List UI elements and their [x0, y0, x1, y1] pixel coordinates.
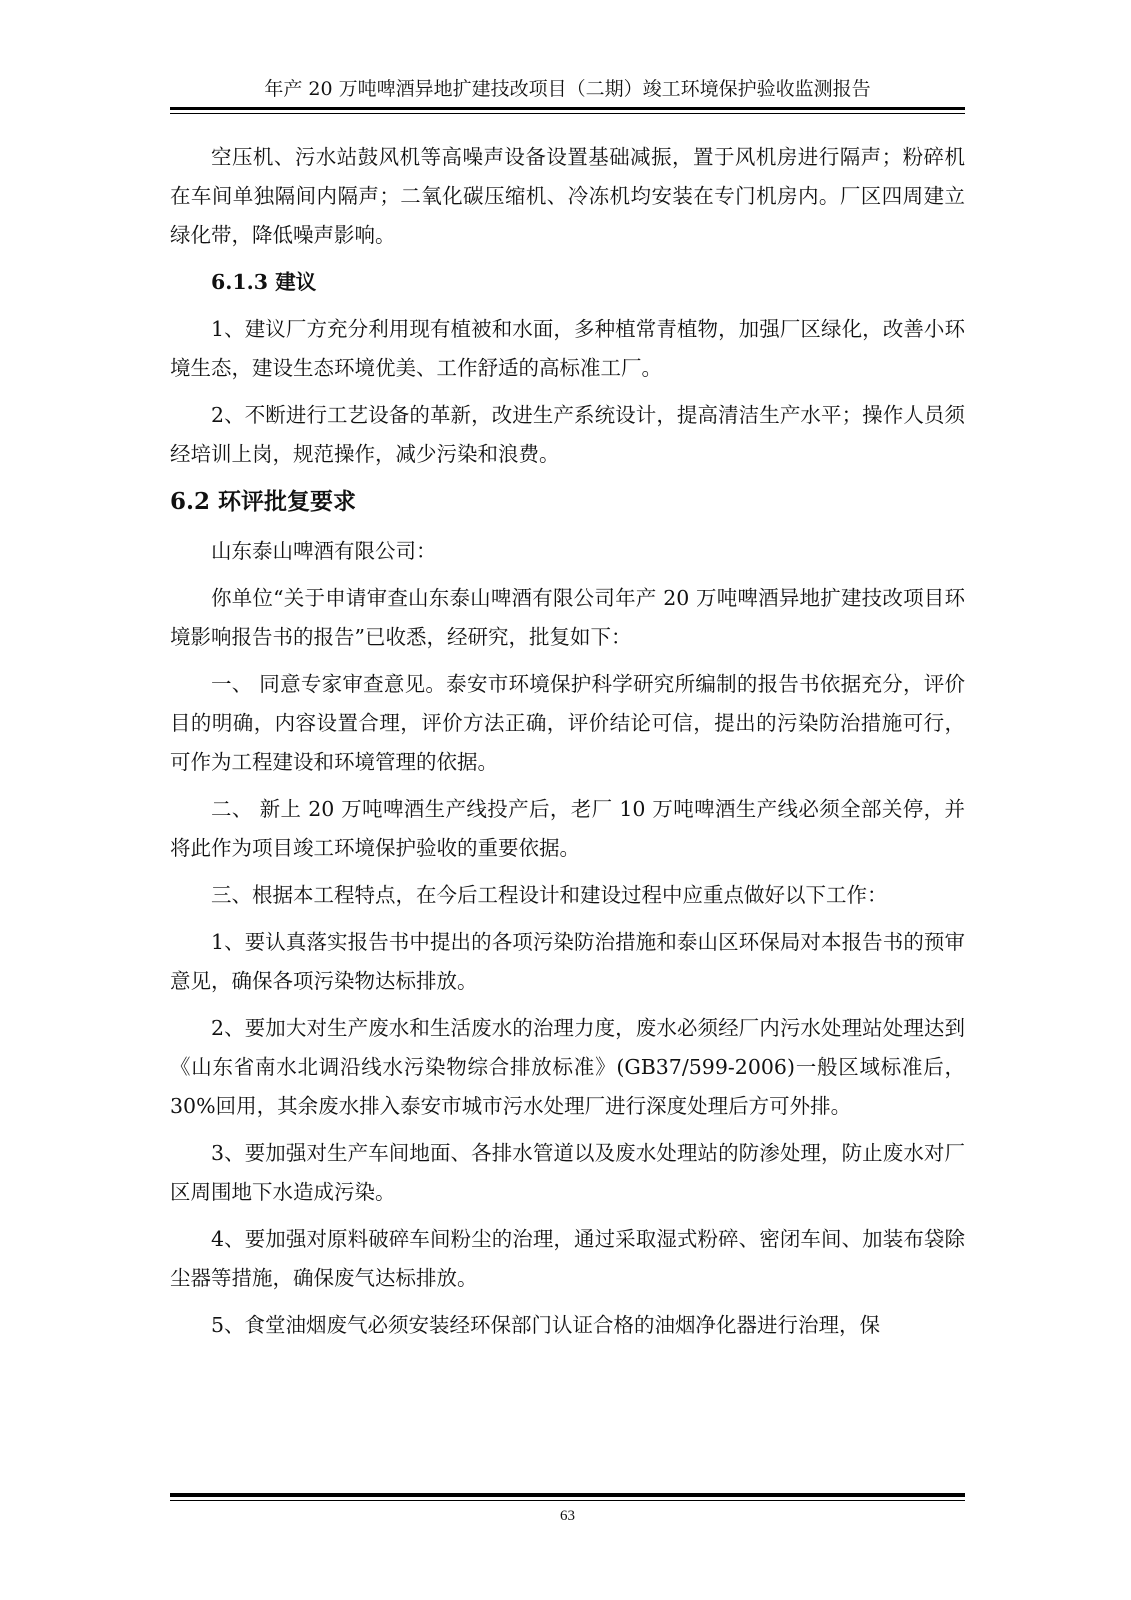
document-body — [170, 138, 965, 1353]
approval-item-2: 二、 新上 20 万吨啤酒生产线投产后，老厂 10 万吨啤酒生产线必须全部关停，并将此作为项目竣工环境保护验收的重要依据。 — [170, 797, 965, 860]
requirement-1: 1、要认真落实报告书中提出的各项污染防治措施和泰山区环保局对本报告书的预审意见，确保各项污染物达标排放。 — [170, 930, 965, 993]
approval-item-1: 一、 同意专家审查意见。泰安市环境保护科学研究所编制的报告书依据充分，评价目的明确，内容设置合理，评价方法正确，评价结论可信，提出的污染防治措施可行，可作为工程建设和环境管理的依据。 — [170, 672, 965, 774]
subsection-heading-6-1-3: 6.1.3 建议 — [211, 270, 317, 294]
paragraph-noise-measures: 空压机、污水站鼓风机等高噪声设备设置基础减振，置于风机房进行隔声；粉碎机在车间单独隔间内隔声；二氧化碳压缩机、冷冻机均安装在专门机房内。厂区四周建立绿化带，降低噪声影响。 — [170, 145, 965, 247]
approval-item-3: 三、根据本工程特点，在今后工程设计和建设过程中应重点做好以下工作： — [211, 883, 888, 907]
section-heading-6-2: 6.2 环评批复要求 — [170, 488, 357, 515]
requirement-2: 2、要加大对生产废水和生活废水的治理力度，废水必须经厂内污水处理站处理达到《山东省南水北调沿线水污染物综合排放标准》(GB37/599-2006)一般区域标准后，30%回用，其余废水排入泰安市城市污水处理厂进行深度处理后方可外排。 — [170, 1016, 965, 1118]
suggestion-2: 2、不断进行工艺设备的革新，改进生产系统设计，提高清洁生产水平；操作人员须经培训上岗，规范操作，减少污染和浪费。 — [170, 403, 965, 466]
header-rule-thin — [170, 113, 965, 114]
suggestion-1: 1、建议厂方充分利用现有植被和水面，多种植常青植物，加强厂区绿化，改善小环境生态，建设生态环境优美、工作舒适的高标准工厂。 — [170, 317, 965, 380]
addressee: 山东泰山啤酒有限公司： — [211, 539, 437, 563]
header-rule-thick — [170, 107, 965, 110]
page-header-title: 年产 20 万吨啤酒异地扩建技改项目（二期）竣工环境保护验收监测报告 — [264, 78, 871, 100]
page-number: 63 — [560, 1508, 575, 1524]
requirement-4: 4、要加强对原料破碎车间粉尘的治理，通过采取湿式粉碎、密闭车间、加装布袋除尘器等措施，确保废气达标排放。 — [170, 1227, 965, 1290]
requirement-5: 5、食堂油烟废气必须安装经环保部门认证合格的油烟净化器进行治理，保 — [211, 1313, 881, 1337]
footer-rule-thin — [170, 1500, 965, 1501]
requirement-3: 3、要加强对生产车间地面、各排水管道以及废水处理站的防渗处理，防止废水对厂区周围地下水造成污染。 — [170, 1141, 965, 1204]
footer-rule-thick — [170, 1493, 965, 1497]
approval-intro: 你单位“关于申请审查山东泰山啤酒有限公司年产 20 万吨啤酒异地扩建技改项目环境影响报告书的报告”已收悉，经研究，批复如下： — [170, 586, 965, 649]
